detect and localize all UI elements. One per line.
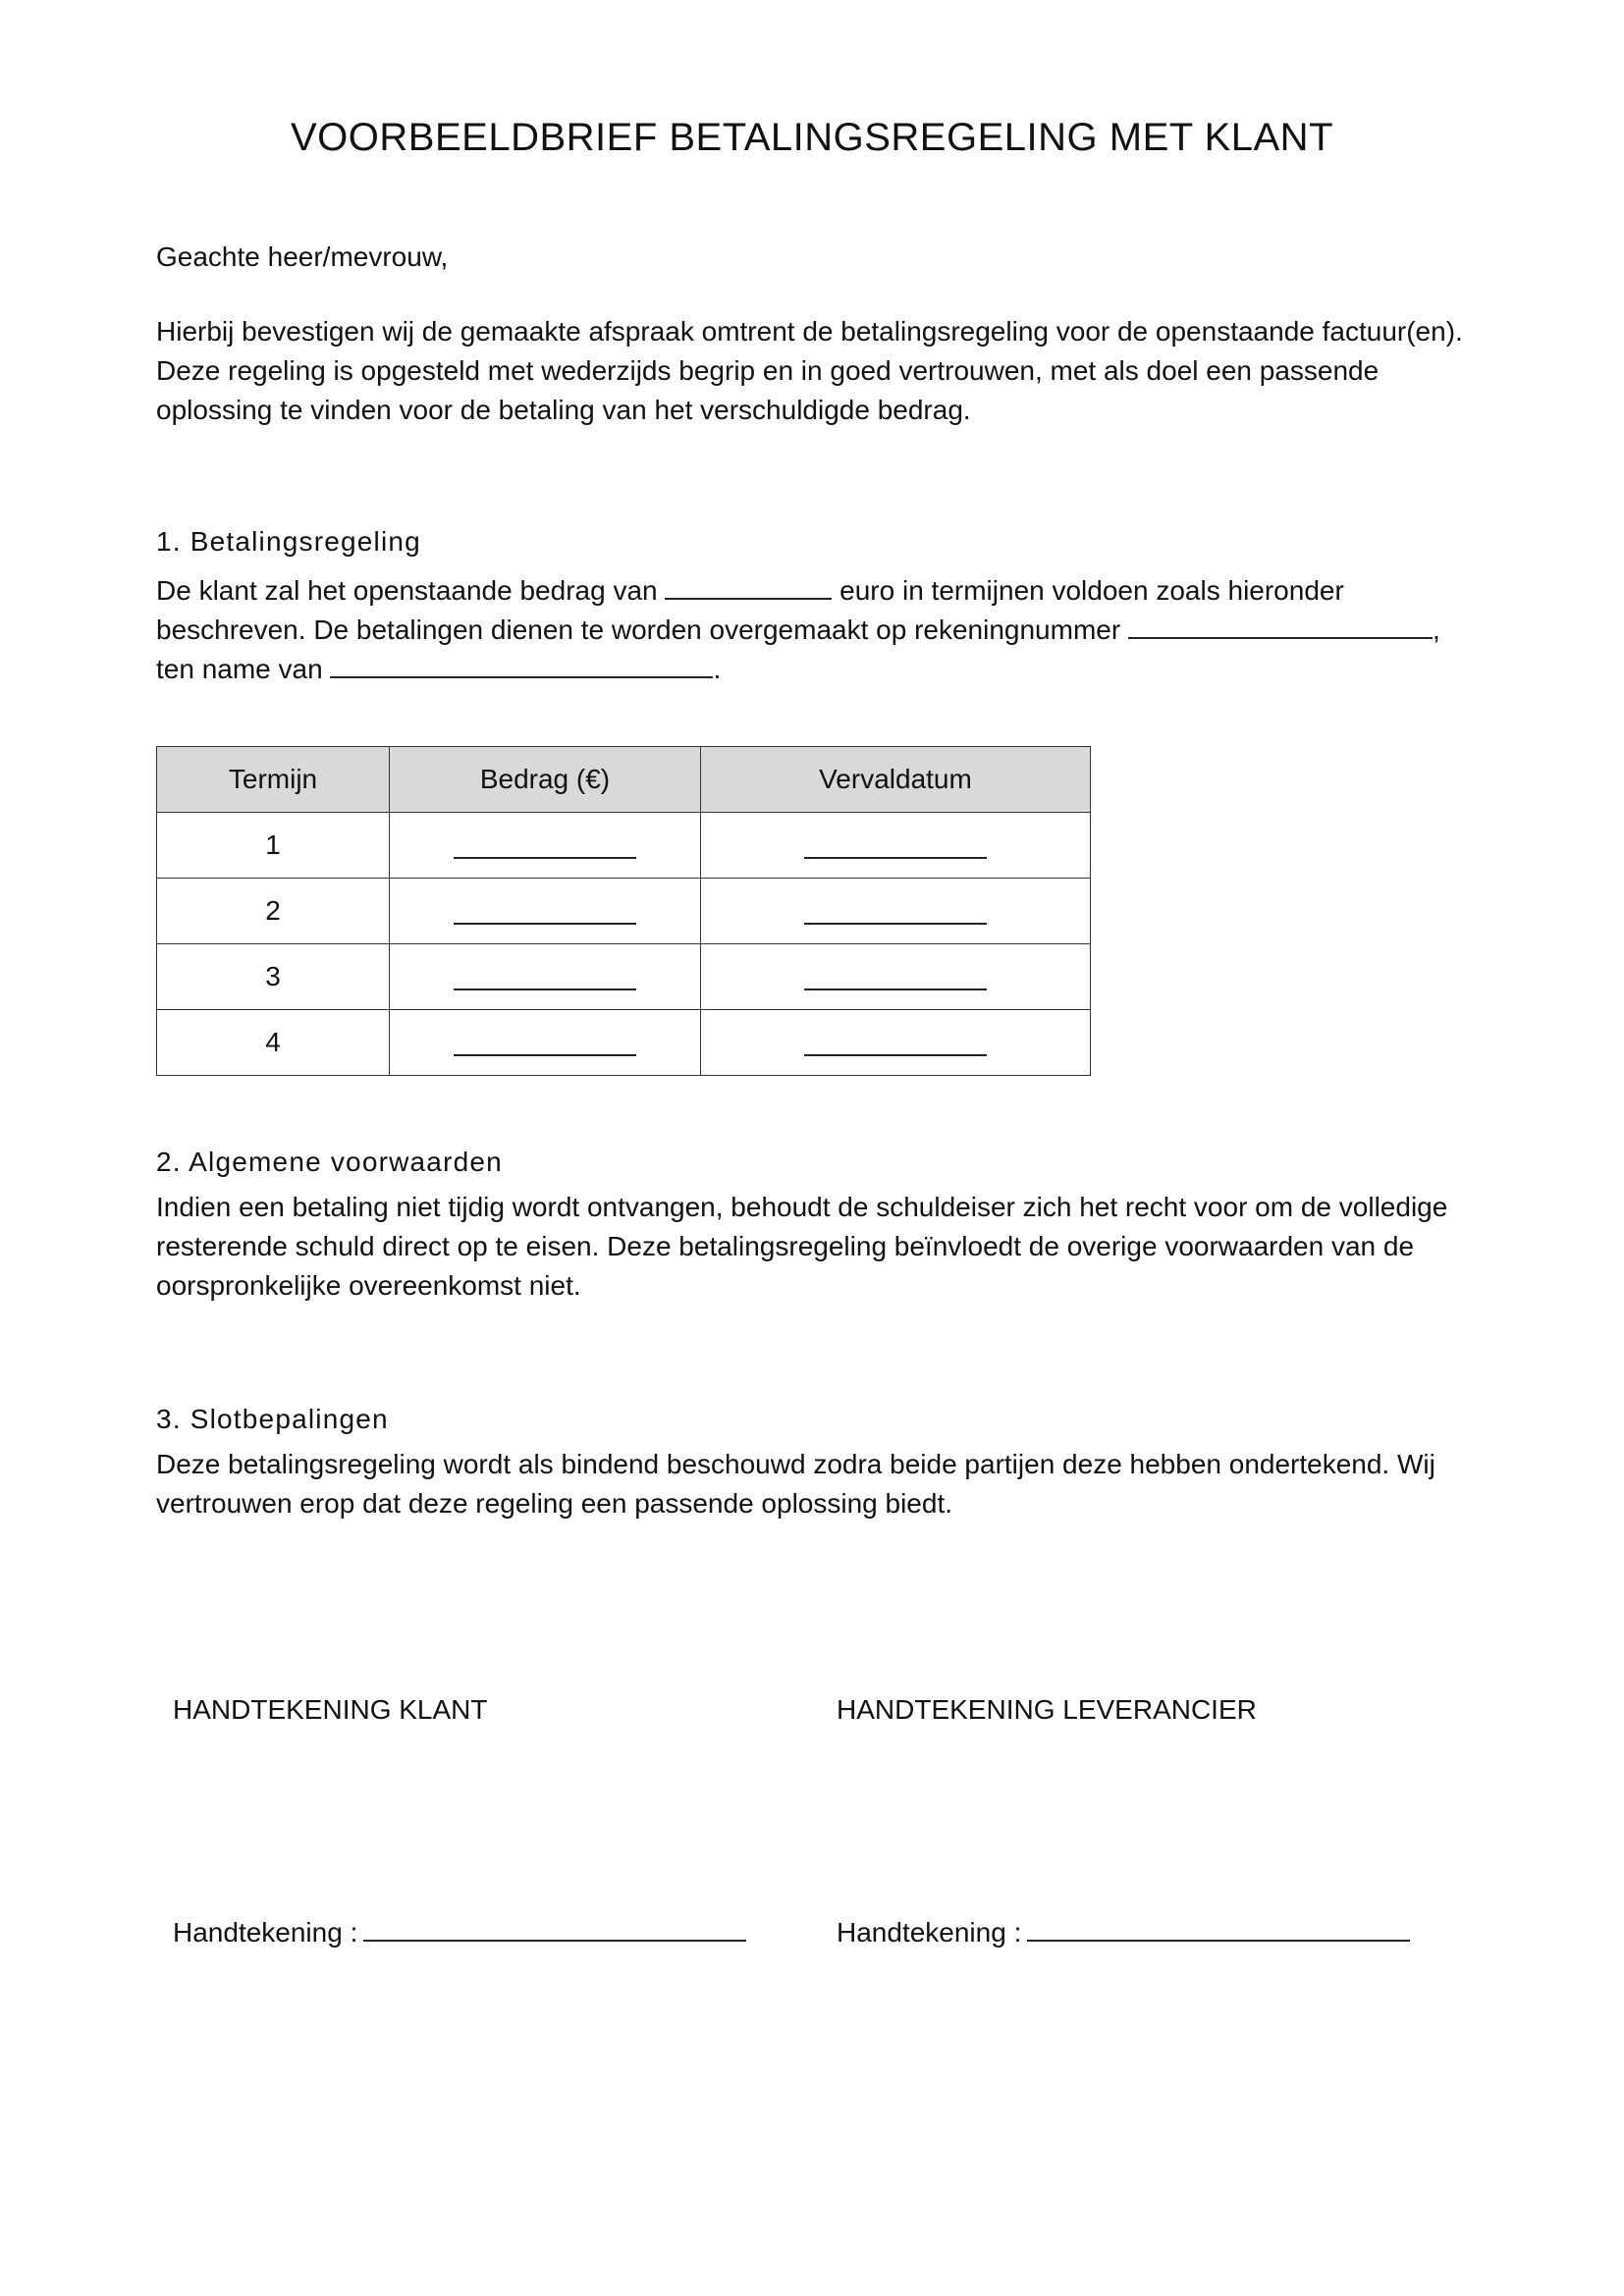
- salutation: Geachte heer/mevrouw,: [156, 241, 449, 272]
- table-row: [157, 1010, 1091, 1076]
- amount-cell: [390, 813, 701, 879]
- due-date-blank-field[interactable]: [804, 901, 987, 925]
- section-1-text-a: De klant zal het openstaande bedrag van: [156, 575, 658, 606]
- due-date-blank-field[interactable]: [804, 967, 987, 990]
- table-row: [157, 944, 1091, 1010]
- section-1-text-b: euro in termijnen voldoen zoals hieronder beschreven. De betalingen dienen te worden overgemaakt op rekeningnummer: [156, 575, 1344, 645]
- supplier-signature-label: HANDTEKENING LEVERANCIER: [837, 1694, 1257, 1725]
- header-termijn: Termijn: [157, 747, 390, 813]
- supplier-signature-line-label: Handtekening :: [837, 1917, 1022, 1948]
- due-date-blank-field[interactable]: [804, 1033, 987, 1056]
- amount-cell: [390, 1010, 701, 1076]
- supplier-signature-line: [837, 1914, 1410, 1949]
- due-date-blank-field[interactable]: [804, 835, 987, 859]
- section-1-text-c: ,: [1432, 614, 1440, 645]
- termijn-number: 2: [157, 879, 390, 944]
- amount-blank-field[interactable]: [454, 835, 636, 859]
- section-1-text-e: .: [713, 654, 722, 684]
- intro-paragraph: Hierbij bevestigen wij de gemaakte afspraak omtrent de betalingsregeling voor de openstaande factuur(en). Deze regeling is opgesteld met wederzijds begrip en in goed vertrouwen, met als doel een passende oplossing te vinden voor de betaling van het verschuldigde bedrag.: [156, 316, 1463, 425]
- client-signature-label: HANDTEKENING KLANT: [173, 1694, 488, 1725]
- account-number-blank[interactable]: [1128, 612, 1433, 639]
- document-title: VOORBEELDBRIEF BETALINGSREGELING MET KLANT: [291, 116, 1333, 159]
- section-2-heading: 2. Algemene voorwaarden: [156, 1147, 503, 1177]
- section-1-heading: 1. Betalingsregeling: [156, 526, 421, 557]
- section-3-paragraph: Deze betalingsregeling wordt als bindend beschouwd zodra beide partijen deze hebben ondertekend. Wij vertrouwen erop dat deze regeling een passende oplossing biedt.: [156, 1449, 1435, 1519]
- header-bedrag: Bedrag (€): [390, 747, 701, 813]
- client-signature-field[interactable]: [363, 1914, 746, 1942]
- due-date-cell: [701, 1010, 1091, 1076]
- section-2-paragraph: Indien een betaling niet tijdig wordt ontvangen, behoudt de schuldeiser zich het recht voor om de volledige resterende schuld direct op te eisen. Deze betalingsregeling beïnvloedt de overige voorwaarden van de oorspronkelijke overeenkomst niet.: [156, 1192, 1448, 1301]
- amount-blank-field[interactable]: [454, 901, 636, 925]
- table-row: [157, 879, 1091, 944]
- account-holder-blank[interactable]: [330, 651, 713, 678]
- amount-cell: [390, 944, 701, 1010]
- payment-schedule-table: [156, 746, 1091, 1076]
- termijn-number: 1: [157, 813, 390, 879]
- amount-cell: [390, 879, 701, 944]
- amount-blank-field[interactable]: [454, 1033, 636, 1056]
- header-vervaldatum: Vervaldatum: [701, 747, 1091, 813]
- termijn-number: 4: [157, 1010, 390, 1076]
- amount-blank[interactable]: [665, 572, 832, 600]
- supplier-signature-field[interactable]: [1027, 1914, 1410, 1942]
- due-date-cell: [701, 944, 1091, 1010]
- due-date-cell: [701, 813, 1091, 879]
- client-signature-line-label: Handtekening :: [173, 1917, 358, 1948]
- client-signature-line: [173, 1914, 746, 1949]
- termijn-number: 3: [157, 944, 390, 1010]
- table-row: [157, 813, 1091, 879]
- section-1-text-d: ten name van: [156, 654, 323, 684]
- section-3-heading: 3. Slotbepalingen: [156, 1404, 389, 1434]
- section-1-paragraph: [156, 571, 1472, 689]
- amount-blank-field[interactable]: [454, 967, 636, 990]
- table-header-row: [157, 747, 1091, 813]
- due-date-cell: [701, 879, 1091, 944]
